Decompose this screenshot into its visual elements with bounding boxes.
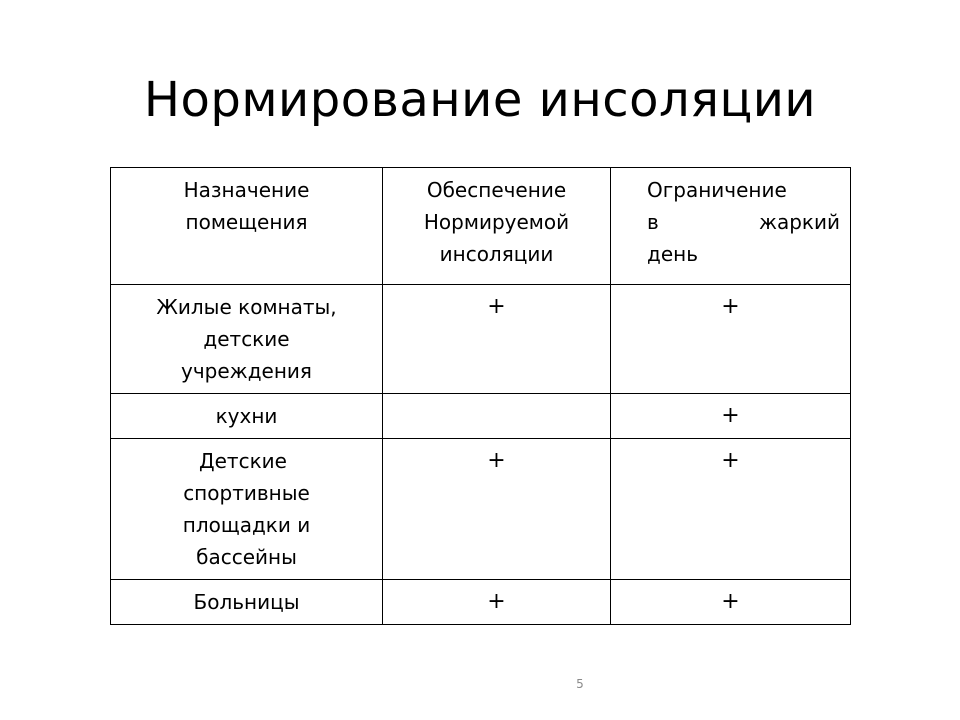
- row-purpose-line: спортивные: [183, 481, 310, 505]
- header-limitation-word: в: [647, 210, 659, 234]
- header-provision-line: Обеспечение: [426, 178, 567, 202]
- row-limitation-cell: +: [611, 580, 851, 625]
- row-limitation-cell: +: [611, 285, 851, 394]
- row-purpose-cell: [111, 439, 383, 580]
- table-row: [111, 439, 851, 580]
- table-header-row: [111, 168, 851, 285]
- header-purpose: [111, 168, 383, 285]
- row-purpose-cell: [111, 285, 383, 394]
- row-provision-cell: +: [383, 439, 611, 580]
- row-purpose-line: кухни: [215, 404, 278, 428]
- header-limitation-word: жаркий: [758, 210, 840, 234]
- header-purpose-line: помещения: [185, 210, 308, 234]
- header-limitation-line-split: [647, 206, 840, 238]
- row-provision-cell: +: [383, 580, 611, 625]
- table-row: [111, 394, 851, 439]
- table-row: [111, 580, 851, 625]
- row-provision-cell: [383, 394, 611, 439]
- header-purpose-line: Назначение: [183, 178, 310, 202]
- row-purpose-line: Жилые комнаты,: [156, 295, 337, 319]
- row-provision-cell: +: [383, 285, 611, 394]
- header-limitation: [611, 168, 851, 285]
- row-purpose-line: площадки и: [182, 513, 311, 537]
- header-limitation-line: Ограничение: [647, 178, 787, 202]
- slide-title: Нормирование инсоляции: [143, 72, 817, 128]
- row-purpose-cell: [111, 580, 383, 625]
- row-purpose-cell: [111, 394, 383, 439]
- header-provision-line: инсоляции: [439, 242, 554, 266]
- row-purpose-line: учреждения: [181, 359, 312, 383]
- table-row: [111, 285, 851, 394]
- row-limitation-cell: +: [611, 439, 851, 580]
- row-purpose-line: Детские: [199, 449, 287, 473]
- header-provision: [383, 168, 611, 285]
- header-provision-line: Нормируемой: [423, 210, 570, 234]
- row-purpose-line: Больницы: [193, 590, 300, 614]
- row-purpose-line: детские: [203, 327, 290, 351]
- page-number: 5: [576, 677, 584, 691]
- insolation-norm-table: [110, 167, 851, 625]
- row-limitation-cell: +: [611, 394, 851, 439]
- header-limitation-line: день: [647, 242, 698, 266]
- row-purpose-line: бассейны: [196, 545, 297, 569]
